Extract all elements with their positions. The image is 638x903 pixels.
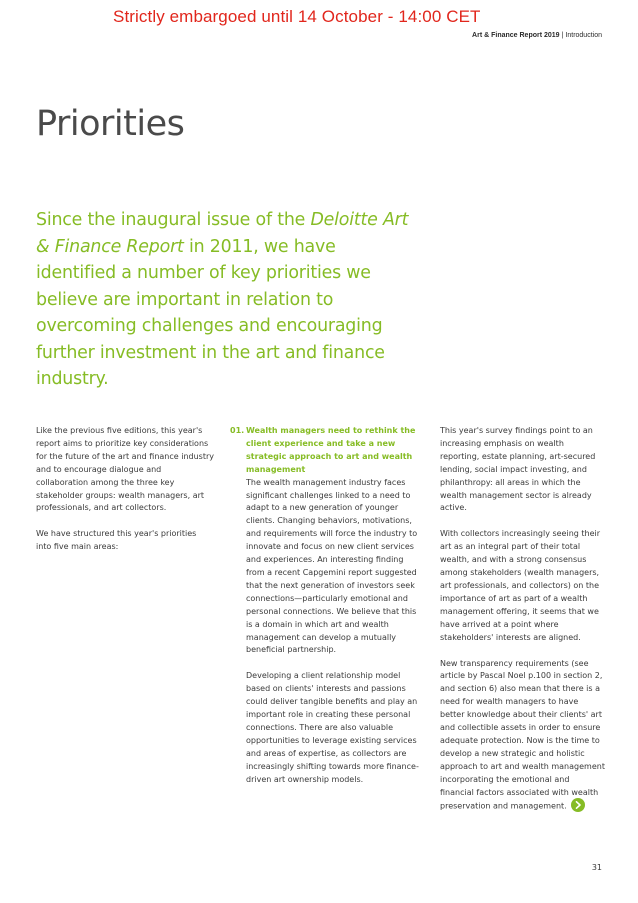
col1-paragraph-2: We have structured this year's priorities into five main areas: (36, 529, 197, 552)
col1-paragraph-1: Like the previous five editions, this year's report aims to prioritize key considerations for the future of the art and finance industry and to encourage dialogue and collaboration among the three key stakeholder groups: wealth managers, art professionals, and art collectors. (36, 426, 214, 513)
col2-paragraph-2: Developing a client relationship model based on clients' interests and passions could deliver tangible benefits and play an important role in creating these personal connections. There are also valuable opportunities to leverage existing services and areas of expertise, as collectors are increasingly shifting towards more finance-driven art ownership models. (246, 671, 419, 784)
section-name: Introduction (565, 32, 602, 39)
col3-paragraph-3 (440, 658, 605, 814)
col3-paragraph-1: This year's survey findings point to an increasing emphasis on wealth reporting, estate planning, art-secured lending, social impact investing, and philanthropy: all areas in which the wealth management sector is already active. (440, 426, 596, 513)
col3-paragraph-3-text: New transparency requirements (see article by Pascal Noel p.100 in section 2, and section 6) also mean that there is a need for wealth managers to have better knowledge about their clients' art and collectible assets in order to ensure adequate protection. Now is the time to develop a new strategic and holistic approach to art and wealth management incorporating the emotional and financial factors associated with wealth preservation and management. (440, 658, 605, 811)
embargo-notice: Strictly embargoed until 14 October - 14:00 CET (113, 7, 481, 26)
priority-body (246, 425, 420, 799)
next-page-chevron-icon[interactable] (571, 798, 585, 812)
col2-paragraph-1: The wealth management industry faces significant challenges linked to a need to adapt to a new generation of younger clients. Changing behaviors, motivations, and requirements will force the industry to innovate and focus on new client services and experiences. An interesting finding from a recent Capgemini report suggested that the next generation of investors seek connections—particularly emotional and personal connections. We believe that this is a domain in which art and wealth management can develop a mutually beneficial partnership. (246, 477, 418, 655)
intro-statement (36, 207, 416, 393)
priority-heading: Wealth managers need to rethink the client experience and take a new strategic approach to art and wealth management (246, 426, 416, 474)
column-3 (440, 425, 605, 827)
col3-paragraph-2: With collectors increasingly seeing their art as an integral part of their total wealth, and with a strong consensus among stakeholders (wealth managers, art professionals, and collectors) on the importance of art as part of a wealth management offering, it seems that we have arrived at a point where stakeholders' interests are aligned. (440, 529, 601, 642)
intro-report-name: Deloitte Art & Finance Report (36, 210, 409, 257)
running-header (472, 32, 602, 39)
header-separator: | (561, 32, 564, 39)
page-number: 31 (591, 863, 602, 872)
priority-item (230, 425, 420, 799)
column-1 (36, 425, 214, 567)
priority-number: 01. (230, 426, 245, 435)
column-2 (230, 425, 420, 799)
report-title: Art & Finance Report 2019 (472, 32, 560, 39)
page-title: Priorities (36, 104, 185, 144)
intro-text-end: in 2011, we have identified a number of key priorities we believe are important in relation to overcoming challenges and encouraging further investment in the art and finance industry. (36, 236, 385, 389)
intro-text-start: Since the inaugural issue of the (36, 210, 311, 230)
